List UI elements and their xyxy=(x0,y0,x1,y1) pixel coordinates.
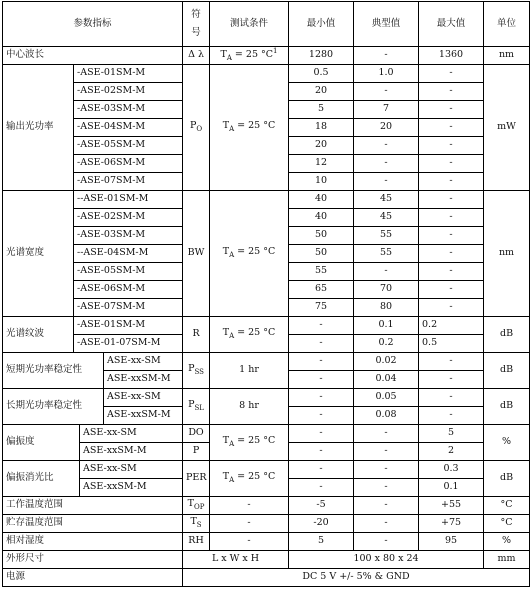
header-param: 参数指标 xyxy=(3,2,183,47)
typ-cell: 70 xyxy=(354,281,419,299)
model-cell: -ASE-06SM-M xyxy=(74,281,183,299)
condition-cell: $T_A = 25$ °C xyxy=(210,65,289,191)
unit-cell: nm xyxy=(484,47,530,65)
table-row xyxy=(3,65,530,83)
typ-cell: 0.04 xyxy=(354,371,419,389)
table-row xyxy=(3,47,530,65)
typ-cell: - xyxy=(354,263,419,281)
typ-cell: - xyxy=(354,83,419,101)
min-cell: - xyxy=(289,317,354,335)
dimension-value: 100 x 80 x 24 xyxy=(289,551,484,569)
max-cell: +55 xyxy=(419,497,484,515)
model-cell: -ASE-07SM-M xyxy=(74,299,183,317)
param-name: 贮存温度范围 xyxy=(3,515,183,533)
condition-cell: - xyxy=(210,497,289,515)
param-name: 长期光功率稳定性 xyxy=(3,389,104,425)
param-name: 光谱纹波 xyxy=(3,317,74,353)
spec-table xyxy=(2,1,530,587)
typ-cell: - xyxy=(354,443,419,461)
typ-cell: - xyxy=(354,533,419,551)
min-cell: 55 xyxy=(289,263,354,281)
max-cell: - xyxy=(419,209,484,227)
model-cell: ASE-xxSM-M xyxy=(80,479,183,497)
header-unit: 单位 xyxy=(484,2,530,47)
typ-cell: - xyxy=(354,155,419,173)
min-cell: 50 xyxy=(289,245,354,263)
max-cell: - xyxy=(419,65,484,83)
model-cell: -ASE-07SM-M xyxy=(74,173,183,191)
min-cell: 50 xyxy=(289,227,354,245)
param-name: 相对湿度 xyxy=(3,533,183,551)
symbol-cell: Δ λ xyxy=(183,47,210,65)
condition-cell: $T_A = 25$ $^\circ C^1$ xyxy=(210,47,289,65)
typ-cell: 20 xyxy=(354,119,419,137)
min-cell: -20 xyxy=(289,515,354,533)
min-cell: 12 xyxy=(289,155,354,173)
symbol-cell: P xyxy=(183,443,210,461)
dimension-label: L x W x H xyxy=(183,551,289,569)
min-cell: 75 xyxy=(289,299,354,317)
max-cell: - xyxy=(419,389,484,407)
model-cell: ASE-xx-SM xyxy=(104,389,183,407)
max-cell: - xyxy=(419,281,484,299)
model-cell: -ASE-04SM-M xyxy=(74,119,183,137)
model-cell: -ASE-01SM-M xyxy=(74,317,183,335)
min-cell: - xyxy=(289,407,354,425)
unit-cell: % xyxy=(484,533,530,551)
model-cell: ASE-xxSM-M xyxy=(80,443,183,461)
model-cell: ASE-xxSM-M xyxy=(104,407,183,425)
symbol-cell: $P_O$ xyxy=(183,65,210,191)
unit-cell: mW xyxy=(484,65,530,191)
header-max: 最大值 xyxy=(419,2,484,47)
unit-cell: °C xyxy=(484,497,530,515)
max-cell: - xyxy=(419,371,484,389)
min-cell: 20 xyxy=(289,137,354,155)
symbol-cell: $P_{SL}$ xyxy=(183,389,210,425)
max-cell: - xyxy=(419,299,484,317)
typ-cell: 0.1 xyxy=(354,317,419,335)
condition-cell: $T_A = 25$ °C xyxy=(210,191,289,317)
max-cell: 0.3 xyxy=(419,461,484,479)
symbol-cell: $T_S$ xyxy=(183,515,210,533)
max-cell: 95 xyxy=(419,533,484,551)
table-row xyxy=(3,317,530,335)
min-cell: 65 xyxy=(289,281,354,299)
param-name: 偏振度 xyxy=(3,425,80,461)
typ-cell: 80 xyxy=(354,299,419,317)
condition-cell: $T_A = 25$ °C xyxy=(210,317,289,353)
model-cell: -ASE-02SM-M xyxy=(74,209,183,227)
min-cell: 5 xyxy=(289,533,354,551)
typ-cell: 1.0 xyxy=(354,65,419,83)
max-cell: +75 xyxy=(419,515,484,533)
symbol-cell: R xyxy=(183,317,210,353)
max-cell: 2 xyxy=(419,443,484,461)
max-cell: 0.5 xyxy=(419,335,484,353)
min-cell: - xyxy=(289,371,354,389)
min-cell: - xyxy=(289,443,354,461)
symbol-cell: $P_{SS}$ xyxy=(183,353,210,389)
min-cell: 40 xyxy=(289,191,354,209)
typ-cell: 0.05 xyxy=(354,389,419,407)
table-row xyxy=(3,569,530,587)
model-cell: -ASE-03SM-M xyxy=(74,227,183,245)
min-cell: - xyxy=(289,389,354,407)
table-row xyxy=(3,389,530,407)
max-cell: - xyxy=(419,83,484,101)
max-cell: 0.1 xyxy=(419,479,484,497)
model-cell: -ASE-05SM-M xyxy=(74,137,183,155)
model-cell: -ASE-05SM-M xyxy=(74,263,183,281)
typ-cell: - xyxy=(354,461,419,479)
min-cell: 0.5 xyxy=(289,65,354,83)
param-name: 光谱宽度 xyxy=(3,191,74,317)
table-row xyxy=(3,497,530,515)
table-row xyxy=(3,425,530,443)
typ-cell: - xyxy=(354,497,419,515)
model-cell: -ASE-01-07SM-M xyxy=(74,335,183,353)
model-cell: -ASE-01SM-M xyxy=(74,65,183,83)
symbol-cell: PER xyxy=(183,461,210,497)
condition-cell: $T_A = 25$ °C xyxy=(210,425,289,461)
table-row xyxy=(3,515,530,533)
model-cell: ASE-xx-SM xyxy=(80,425,183,443)
min-cell: - xyxy=(289,479,354,497)
param-name: 工作温度范围 xyxy=(3,497,183,515)
table-row xyxy=(3,191,530,209)
typ-cell: - xyxy=(354,515,419,533)
param-name: 中心波长 xyxy=(3,47,183,65)
model-cell: ASE-xxSM-M xyxy=(104,371,183,389)
model-cell: -ASE-02SM-M xyxy=(74,83,183,101)
header-row xyxy=(3,2,530,47)
max-cell: - xyxy=(419,173,484,191)
condition-cell: 1 hr xyxy=(210,353,289,389)
typ-cell: 0.2 xyxy=(354,335,419,353)
condition-cell: - xyxy=(210,515,289,533)
model-cell: -ASE-06SM-M xyxy=(74,155,183,173)
unit-cell: mm xyxy=(484,551,530,569)
model-cell: --ASE-04SM-M xyxy=(74,245,183,263)
max-cell: - xyxy=(419,353,484,371)
symbol-cell: RH xyxy=(183,533,210,551)
unit-cell: °C xyxy=(484,515,530,533)
typ-cell: - xyxy=(354,137,419,155)
condition-cell: - xyxy=(210,533,289,551)
typ-cell: - xyxy=(354,479,419,497)
max-cell: - xyxy=(419,245,484,263)
min-cell: - xyxy=(289,353,354,371)
unit-cell: dB xyxy=(484,317,530,353)
param-name: 电源 xyxy=(3,569,183,587)
typ-cell: - xyxy=(354,47,419,65)
param-name: 短期光功率稳定性 xyxy=(3,353,104,389)
max-cell: - xyxy=(419,227,484,245)
min-cell: -5 xyxy=(289,497,354,515)
header-symbol: 符 号 xyxy=(183,2,210,47)
max-cell: 0.2 xyxy=(419,317,484,335)
table-row xyxy=(3,461,530,479)
model-cell: ASE-xx-SM xyxy=(80,461,183,479)
max-cell: - xyxy=(419,263,484,281)
max-cell: 5 xyxy=(419,425,484,443)
unit-cell: % xyxy=(484,425,530,461)
min-cell: 20 xyxy=(289,83,354,101)
max-cell: - xyxy=(419,191,484,209)
model-cell: ASE-xx-SM xyxy=(104,353,183,371)
symbol-cell: $T_{OP}$ xyxy=(183,497,210,515)
typ-cell: 0.08 xyxy=(354,407,419,425)
min-cell: 5 xyxy=(289,101,354,119)
unit-cell: nm xyxy=(484,191,530,317)
typ-cell: 55 xyxy=(354,245,419,263)
header-condition: 测试条件 xyxy=(210,2,289,47)
symbol-cell: BW xyxy=(183,191,210,317)
symbol-cell: DO xyxy=(183,425,210,443)
min-cell: 18 xyxy=(289,119,354,137)
max-cell: - xyxy=(419,407,484,425)
param-name: 输出光功率 xyxy=(3,65,74,191)
table-row xyxy=(3,551,530,569)
table-row xyxy=(3,533,530,551)
header-min: 最小值 xyxy=(289,2,354,47)
typ-cell: 0.02 xyxy=(354,353,419,371)
model-cell: -ASE-03SM-M xyxy=(74,101,183,119)
min-cell: - xyxy=(289,461,354,479)
condition-cell: $T_A = 25$ °C xyxy=(210,461,289,497)
param-name: 外形尺寸 xyxy=(3,551,183,569)
typ-cell: - xyxy=(354,173,419,191)
power-supply-value: DC 5 V +/- 5% & GND xyxy=(183,569,530,587)
min-cell: 1280 xyxy=(289,47,354,65)
typ-cell: 45 xyxy=(354,191,419,209)
unit-cell: dB xyxy=(484,353,530,389)
max-cell: 1360 xyxy=(419,47,484,65)
typ-cell: 55 xyxy=(354,227,419,245)
min-cell: - xyxy=(289,335,354,353)
max-cell: - xyxy=(419,119,484,137)
max-cell: - xyxy=(419,155,484,173)
header-typ: 典型值 xyxy=(354,2,419,47)
condition-cell: 8 hr xyxy=(210,389,289,425)
typ-cell: 45 xyxy=(354,209,419,227)
typ-cell: - xyxy=(354,425,419,443)
min-cell: - xyxy=(289,425,354,443)
max-cell: - xyxy=(419,137,484,155)
unit-cell: dB xyxy=(484,461,530,497)
max-cell: - xyxy=(419,101,484,119)
param-name: 偏振消光比 xyxy=(3,461,80,497)
typ-cell: 7 xyxy=(354,101,419,119)
min-cell: 10 xyxy=(289,173,354,191)
model-cell: --ASE-01SM-M xyxy=(74,191,183,209)
unit-cell: dB xyxy=(484,389,530,425)
table-row xyxy=(3,353,530,371)
min-cell: 40 xyxy=(289,209,354,227)
